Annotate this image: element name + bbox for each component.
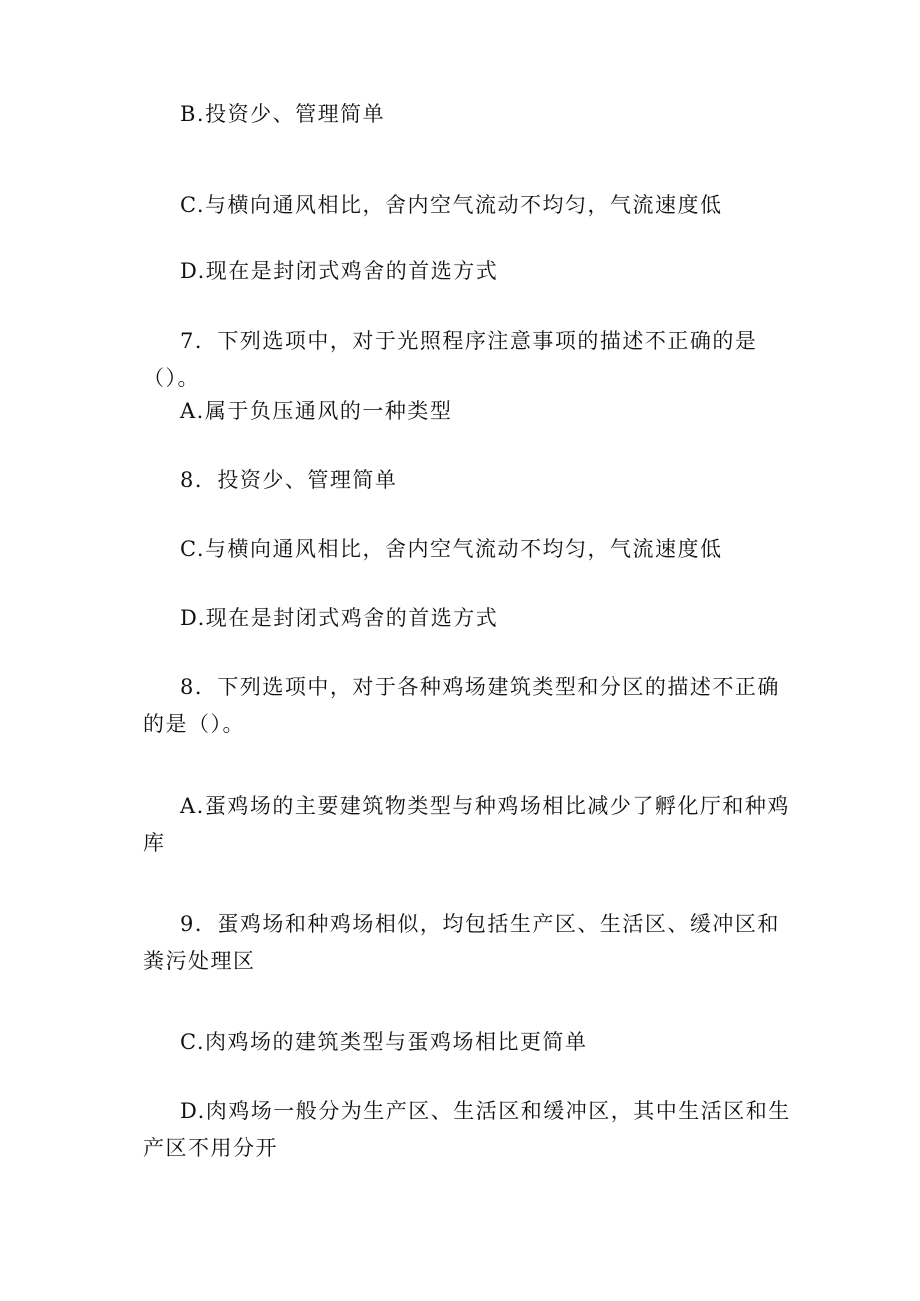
option-c-airflow: C.与横向通风相比，舍内空气流动不均匀，气流速度低 xyxy=(180,193,723,217)
option-c-airflow-2: C.与横向通风相比，舍内空气流动不均匀，气流速度低 xyxy=(180,537,723,561)
option-a-negative-pressure: A.属于负压通风的一种类型 xyxy=(180,399,453,423)
option-d-broiler-zones: D.肉鸡场一般分为生产区、生活区和缓冲区，其中生活区和生产区不用分开 xyxy=(143,1099,791,1160)
option-c-broiler-simpler: C.肉鸡场的建筑类型与蛋鸡场相比更简单 xyxy=(180,1030,588,1054)
option-b-investment: B.投资少、管理简单 xyxy=(180,102,386,126)
question-7: 7．下列选项中，对于光照程序注意事项的描述不正确的是（）。 xyxy=(143,329,758,390)
item-9-zones: 9．蛋鸡场和种鸡场相似，均包括生产区、生活区、缓冲区和粪污处理区 xyxy=(143,912,780,973)
question-8: 8．下列选项中，对于各种鸡场建筑类型和分区的描述不正确的是（）。 xyxy=(143,675,780,736)
item-8-investment: 8．投资少、管理简单 xyxy=(180,468,398,492)
option-d-preferred: D.现在是封闭式鸡舍的首选方式 xyxy=(180,259,499,283)
option-a-layer-farm: A.蛋鸡场的主要建筑物类型与种鸡场相比减少了孵化厅和种鸡库 xyxy=(143,794,790,855)
option-d-preferred-2: D.现在是封闭式鸡舍的首选方式 xyxy=(180,606,499,630)
